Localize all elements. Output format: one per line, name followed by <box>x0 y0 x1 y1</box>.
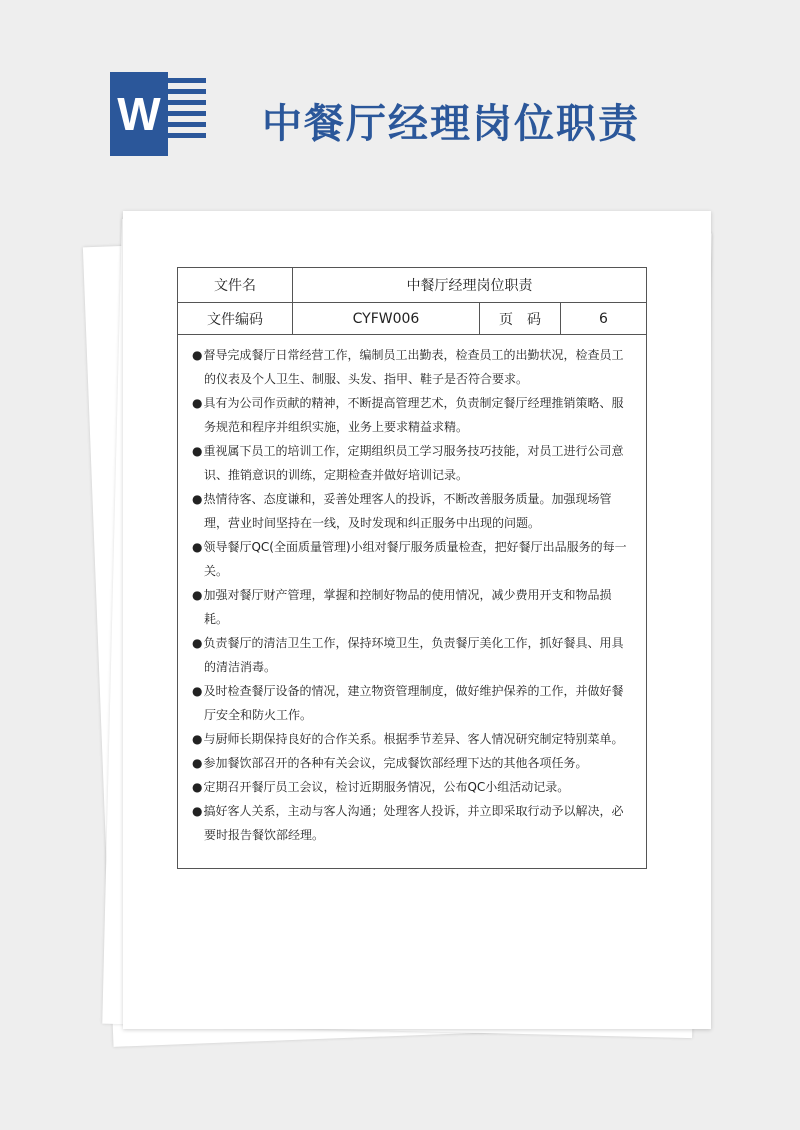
bullet-icon: ● <box>192 780 203 794</box>
word-logo-icon <box>110 72 214 156</box>
page-value: 6 <box>561 303 647 335</box>
list-item: ●与厨师长期保持良好的合作关系。根据季节差异、客人情况研究制定特别菜单。 <box>192 732 624 746</box>
bullet-icon: ● <box>192 636 203 650</box>
bullet-icon: ● <box>192 684 203 698</box>
list-item: ●加强对餐厅财产管理，掌握和控制好物品的使用情况，减少费用开支和物品损耗。 <box>192 588 612 626</box>
duties-box <box>177 333 647 869</box>
bullet-icon: ● <box>192 804 203 818</box>
bullet-icon: ● <box>192 444 203 458</box>
file-code-value: CYFW006 <box>293 303 480 335</box>
bullet-icon: ● <box>192 732 203 746</box>
duties-list <box>178 333 646 847</box>
list-item: ●及时检查餐厅设备的情况，建立物资管理制度，做好维护保养的工作，并做好餐厅安全和防火工作。 <box>192 684 624 722</box>
page-title: 中餐厅经理岗位职责 <box>262 101 640 147</box>
bullet-icon: ● <box>192 396 203 410</box>
list-item: ●搞好客人关系，主动与客人沟通；处理客人投诉，并立即采取行动予以解决，必要时报告餐饮部经理。 <box>192 804 624 842</box>
list-item: ●热情待客、态度谦和，妥善处理客人的投诉，不断改善服务质量。加强现场管理，营业时间坚持在一线，及时发现和纠正服务中出现的问题。 <box>192 492 612 530</box>
file-name-value: 中餐厅经理岗位职责 <box>293 268 647 303</box>
list-item: ●定期召开餐厅员工会议，检讨近期服务情况，公布QC小组活动记录。 <box>192 780 570 794</box>
bullet-icon: ● <box>192 348 203 362</box>
bullet-icon: ● <box>192 588 203 602</box>
page-label: 页 码 <box>480 303 561 335</box>
list-item: ●负责餐厅的清洁卫生工作，保持环境卫生，负责餐厅美化工作，抓好餐具、用具的清洁消毒。 <box>192 636 624 674</box>
bullet-icon: ● <box>192 756 203 770</box>
document-info-table <box>177 267 647 335</box>
list-item: ●重视属下员工的培训工作，定期组织员工学习服务技巧技能，对员工进行公司意识、推销意识的训练，定期检查并做好培训记录。 <box>192 444 624 482</box>
logo-letter: W <box>110 72 168 156</box>
list-item: ●参加餐饮部召开的各种有关会议，完成餐饮部经理下达的其他各项任务。 <box>192 756 588 770</box>
document-page <box>123 211 711 1029</box>
list-item: ●具有为公司作贡献的精神，不断提高管理艺术，负责制定餐厅经理推销策略、服务规范和程序并组织实施，业务上要求精益求精。 <box>192 396 624 434</box>
file-code-label: 文件编码 <box>178 303 293 335</box>
bullet-icon: ● <box>192 492 203 506</box>
header <box>0 0 800 200</box>
bullet-icon: ● <box>192 540 203 554</box>
list-item: ●督导完成餐厅日常经营工作，编制员工出勤表，检查员工的出勤状况，检查员工的仪表及个人卫生、制服、头发、指甲、鞋子是否符合要求。 <box>192 348 624 386</box>
list-item: ●领导餐厅QC(全面质量管理)小组对餐厅服务质量检查，把好餐厅出品服务的每一关。 <box>192 540 627 578</box>
file-name-label: 文件名 <box>178 268 293 303</box>
